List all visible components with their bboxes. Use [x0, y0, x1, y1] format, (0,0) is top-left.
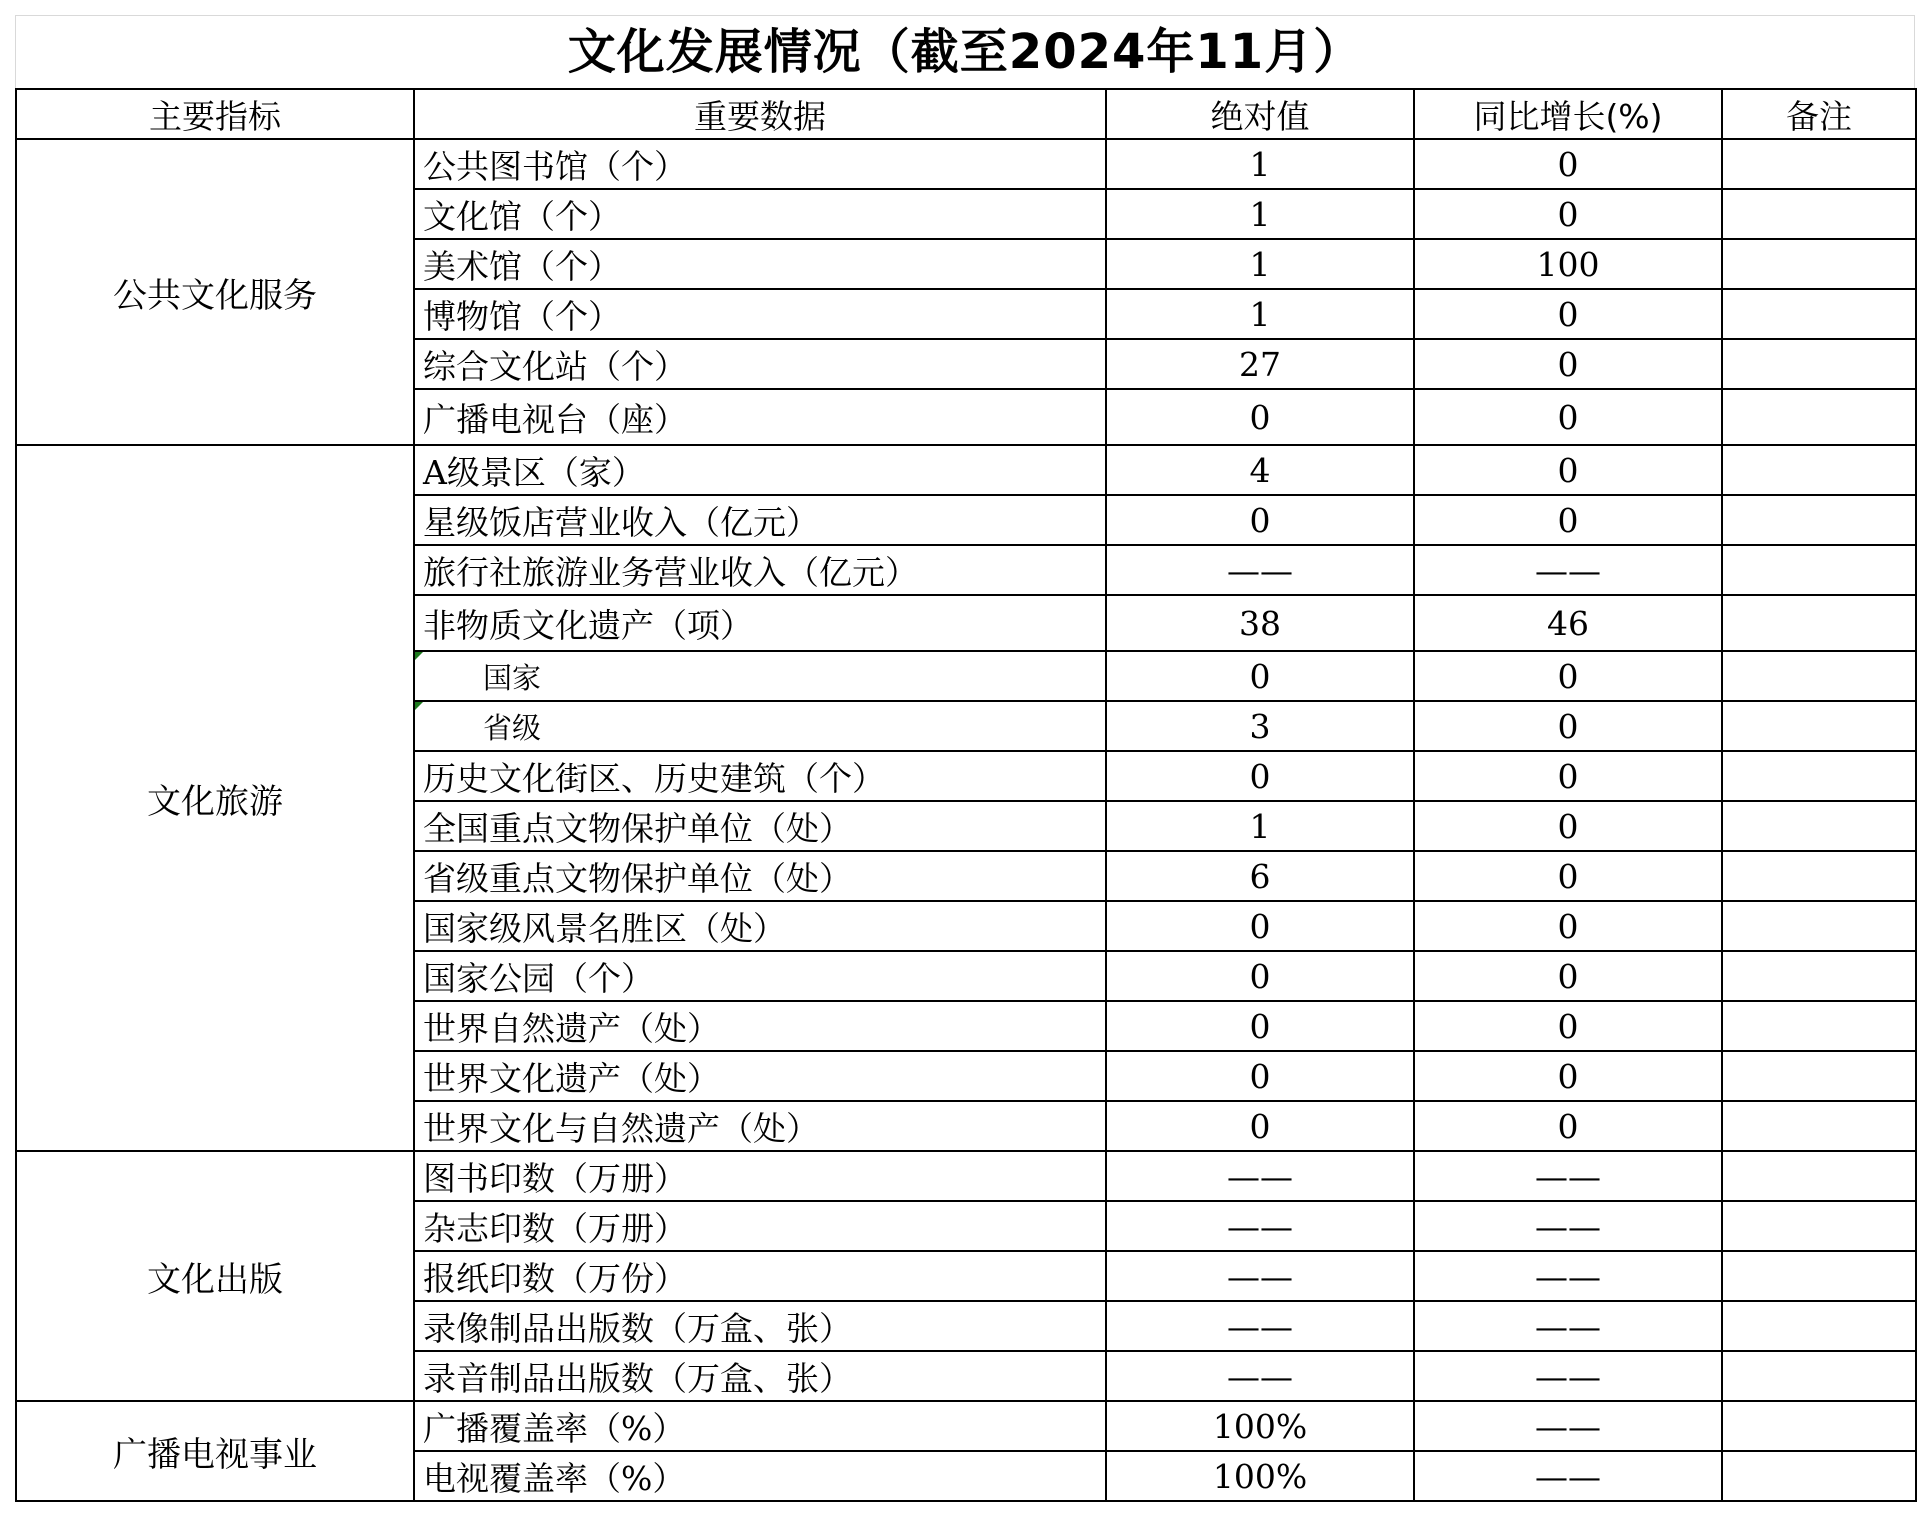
- table-row: [16, 1151, 1916, 1201]
- table-body: [16, 139, 1916, 1501]
- item-cell[interactable]: 历史文化街区、历史建筑（个）: [414, 751, 1106, 801]
- remark-cell[interactable]: [1722, 951, 1916, 1001]
- item-cell[interactable]: 世界文化与自然遗产（处）: [414, 1101, 1106, 1151]
- yoy-growth-cell[interactable]: 0: [1414, 1001, 1722, 1051]
- remark-cell[interactable]: [1722, 189, 1916, 239]
- yoy-growth-cell[interactable]: ——: [1414, 1151, 1722, 1201]
- yoy-growth-cell[interactable]: ——: [1414, 1301, 1722, 1351]
- absolute-value-cell[interactable]: 0: [1106, 651, 1414, 701]
- category-cell[interactable]: 文化旅游: [16, 445, 414, 1151]
- remark-cell[interactable]: [1722, 495, 1916, 545]
- item-cell[interactable]: 星级饭店营业收入（亿元）: [414, 495, 1106, 545]
- remark-cell[interactable]: [1722, 1251, 1916, 1301]
- absolute-value-cell[interactable]: 3: [1106, 701, 1414, 751]
- item-cell[interactable]: 公共图书馆（个）: [414, 139, 1106, 189]
- absolute-value-cell[interactable]: 0: [1106, 495, 1414, 545]
- item-cell[interactable]: 博物馆（个）: [414, 289, 1106, 339]
- item-cell[interactable]: 美术馆（个）: [414, 239, 1106, 289]
- yoy-growth-cell[interactable]: 0: [1414, 901, 1722, 951]
- header-data[interactable]: 重要数据: [414, 89, 1106, 139]
- yoy-growth-cell[interactable]: ——: [1414, 1451, 1722, 1501]
- item-cell[interactable]: 旅行社旅游业务营业收入（亿元）: [414, 545, 1106, 595]
- yoy-growth-cell[interactable]: 0: [1414, 289, 1722, 339]
- item-cell[interactable]: 全国重点文物保护单位（处）: [414, 801, 1106, 851]
- remark-cell[interactable]: [1722, 801, 1916, 851]
- yoy-growth-cell[interactable]: 0: [1414, 389, 1722, 445]
- yoy-growth-cell[interactable]: 46: [1414, 595, 1722, 651]
- remark-cell[interactable]: [1722, 1401, 1916, 1451]
- absolute-value-cell[interactable]: 1: [1106, 289, 1414, 339]
- category-cell[interactable]: 广播电视事业: [16, 1401, 414, 1501]
- remark-cell[interactable]: [1722, 1001, 1916, 1051]
- item-cell[interactable]: 省级: [414, 701, 1106, 751]
- yoy-growth-cell[interactable]: 0: [1414, 1101, 1722, 1151]
- header-remark[interactable]: 备注: [1722, 89, 1916, 139]
- remark-cell[interactable]: [1722, 901, 1916, 951]
- yoy-growth-cell[interactable]: 0: [1414, 701, 1722, 751]
- yoy-growth-cell[interactable]: 0: [1414, 751, 1722, 801]
- item-cell[interactable]: 广播电视台（座）: [414, 389, 1106, 445]
- absolute-value-cell[interactable]: 100%: [1106, 1401, 1414, 1451]
- absolute-value-cell[interactable]: ——: [1106, 545, 1414, 595]
- remark-cell[interactable]: [1722, 389, 1916, 445]
- remark-cell[interactable]: [1722, 1151, 1916, 1201]
- table-row: [16, 445, 1916, 495]
- absolute-value-cell[interactable]: 0: [1106, 1001, 1414, 1051]
- remark-cell[interactable]: [1722, 651, 1916, 701]
- absolute-value-cell[interactable]: 4: [1106, 445, 1414, 495]
- remark-cell[interactable]: [1722, 1051, 1916, 1101]
- absolute-value-cell[interactable]: 1: [1106, 139, 1414, 189]
- remark-cell[interactable]: [1722, 1351, 1916, 1401]
- absolute-value-cell[interactable]: 1: [1106, 239, 1414, 289]
- item-cell[interactable]: 非物质文化遗产（项）: [414, 595, 1106, 651]
- remark-cell[interactable]: [1722, 595, 1916, 651]
- remark-cell[interactable]: [1722, 339, 1916, 389]
- table-row: [16, 139, 1916, 189]
- absolute-value-cell[interactable]: 0: [1106, 951, 1414, 1001]
- yoy-growth-cell[interactable]: 100: [1414, 239, 1722, 289]
- absolute-value-cell[interactable]: ——: [1106, 1301, 1414, 1351]
- absolute-value-cell[interactable]: 1: [1106, 801, 1414, 851]
- header-yoy[interactable]: 同比增长(%): [1414, 89, 1722, 139]
- remark-cell[interactable]: [1722, 1451, 1916, 1501]
- category-cell[interactable]: 文化出版: [16, 1151, 414, 1401]
- remark-cell[interactable]: [1722, 1301, 1916, 1351]
- item-cell[interactable]: 录音制品出版数（万盒、张）: [414, 1351, 1106, 1401]
- item-cell[interactable]: A级景区（家）: [414, 445, 1106, 495]
- remark-cell[interactable]: [1722, 1101, 1916, 1151]
- item-cell[interactable]: 省级重点文物保护单位（处）: [414, 851, 1106, 901]
- item-cell[interactable]: 综合文化站（个）: [414, 339, 1106, 389]
- item-cell[interactable]: 广播覆盖率（%）: [414, 1401, 1106, 1451]
- remark-cell[interactable]: [1722, 545, 1916, 595]
- header-indicator[interactable]: 主要指标: [16, 89, 414, 139]
- yoy-growth-cell[interactable]: 0: [1414, 339, 1722, 389]
- header-absolute[interactable]: 绝对值: [1106, 89, 1414, 139]
- remark-cell[interactable]: [1722, 1201, 1916, 1251]
- absolute-value-cell[interactable]: 6: [1106, 851, 1414, 901]
- remark-cell[interactable]: [1722, 851, 1916, 901]
- absolute-value-cell[interactable]: 1: [1106, 189, 1414, 239]
- absolute-value-cell[interactable]: 0: [1106, 751, 1414, 801]
- yoy-growth-cell[interactable]: ——: [1414, 1201, 1722, 1251]
- yoy-growth-cell[interactable]: 0: [1414, 651, 1722, 701]
- yoy-growth-cell[interactable]: 0: [1414, 139, 1722, 189]
- absolute-value-cell[interactable]: 0: [1106, 389, 1414, 445]
- item-cell[interactable]: 报纸印数（万份）: [414, 1251, 1106, 1301]
- yoy-growth-cell[interactable]: 0: [1414, 189, 1722, 239]
- page-title: 文化发展情况（截至2024年11月）: [15, 15, 1915, 88]
- item-cell[interactable]: 录像制品出版数（万盒、张）: [414, 1301, 1106, 1351]
- absolute-value-cell[interactable]: ——: [1106, 1251, 1414, 1301]
- remark-cell[interactable]: [1722, 289, 1916, 339]
- remark-cell[interactable]: [1722, 239, 1916, 289]
- item-cell[interactable]: 国家公园（个）: [414, 951, 1106, 1001]
- yoy-growth-cell[interactable]: 0: [1414, 445, 1722, 495]
- yoy-growth-cell[interactable]: ——: [1414, 1401, 1722, 1451]
- absolute-value-cell[interactable]: 38: [1106, 595, 1414, 651]
- yoy-growth-cell[interactable]: 0: [1414, 851, 1722, 901]
- header-row: [16, 89, 1916, 139]
- remark-cell[interactable]: [1722, 751, 1916, 801]
- yoy-growth-cell[interactable]: 0: [1414, 1051, 1722, 1101]
- item-cell[interactable]: 杂志印数（万册）: [414, 1201, 1106, 1251]
- absolute-value-cell[interactable]: 0: [1106, 1051, 1414, 1101]
- absolute-value-cell[interactable]: 0: [1106, 901, 1414, 951]
- absolute-value-cell[interactable]: ——: [1106, 1201, 1414, 1251]
- item-cell[interactable]: 世界文化遗产（处）: [414, 1051, 1106, 1101]
- item-cell[interactable]: 电视覆盖率（%）: [414, 1451, 1106, 1501]
- absolute-value-cell[interactable]: 0: [1106, 1101, 1414, 1151]
- yoy-growth-cell[interactable]: ——: [1414, 545, 1722, 595]
- yoy-growth-cell[interactable]: ——: [1414, 1251, 1722, 1301]
- data-table: [15, 88, 1917, 1502]
- item-cell[interactable]: 文化馆（个）: [414, 189, 1106, 239]
- yoy-growth-cell[interactable]: ——: [1414, 1351, 1722, 1401]
- item-cell[interactable]: 图书印数（万册）: [414, 1151, 1106, 1201]
- remark-cell[interactable]: [1722, 139, 1916, 189]
- yoy-growth-cell[interactable]: 0: [1414, 801, 1722, 851]
- yoy-growth-cell[interactable]: 0: [1414, 495, 1722, 545]
- table-row: [16, 1401, 1916, 1451]
- item-cell[interactable]: 国家: [414, 651, 1106, 701]
- category-cell[interactable]: 公共文化服务: [16, 139, 414, 445]
- spreadsheet: [15, 15, 1915, 1502]
- yoy-growth-cell[interactable]: 0: [1414, 951, 1722, 1001]
- remark-cell[interactable]: [1722, 701, 1916, 751]
- remark-cell[interactable]: [1722, 445, 1916, 495]
- absolute-value-cell[interactable]: ——: [1106, 1351, 1414, 1401]
- absolute-value-cell[interactable]: ——: [1106, 1151, 1414, 1201]
- absolute-value-cell[interactable]: 27: [1106, 339, 1414, 389]
- item-cell[interactable]: 国家级风景名胜区（处）: [414, 901, 1106, 951]
- item-cell[interactable]: 世界自然遗产（处）: [414, 1001, 1106, 1051]
- absolute-value-cell[interactable]: 100%: [1106, 1451, 1414, 1501]
